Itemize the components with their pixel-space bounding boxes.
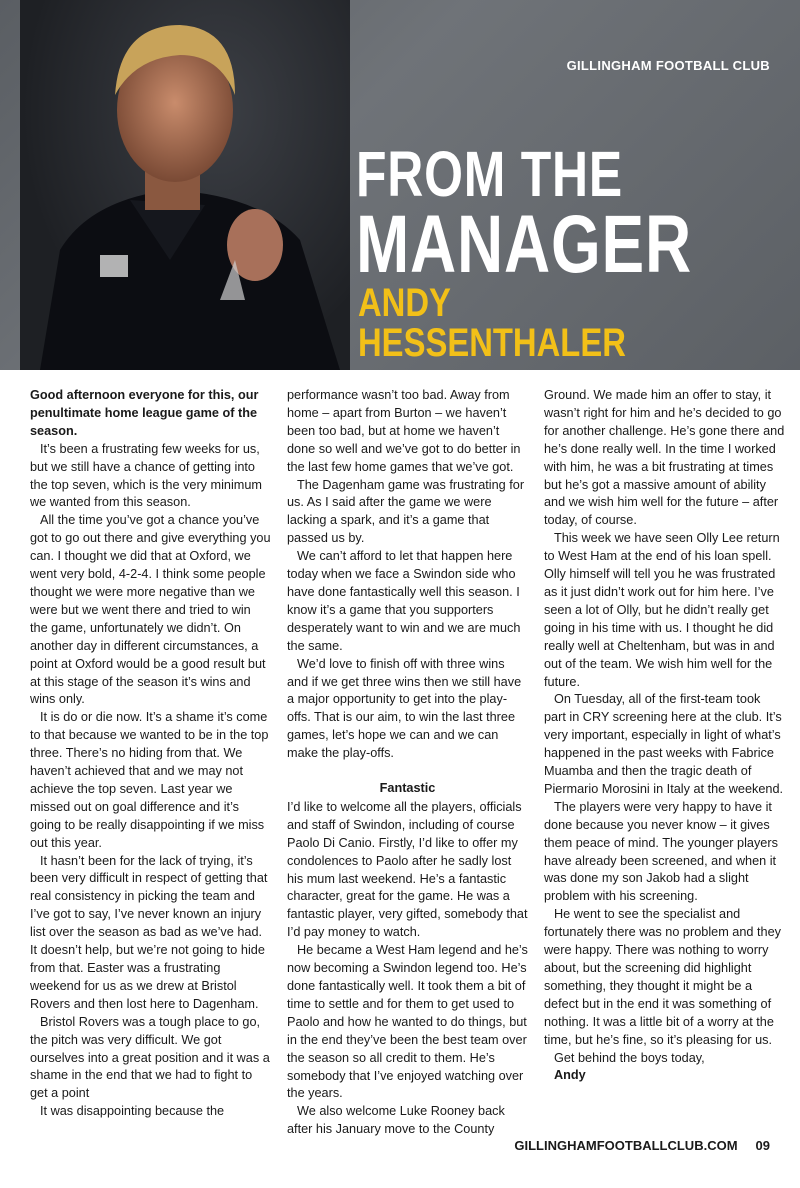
paragraph: Bristol Rovers was a tough place to go, the pitch was very difficult. We got ourselves into a great position and it was a shame in the end that we had to fight to get a point [30,1014,270,1101]
column-3 [544,387,785,1139]
manager-photo [20,0,350,370]
paragraph: performance wasn’t too bad. Away from home – apart from Burton – we haven’t been too bad, but at home we haven’t done so well and we’ve got to do better in the last few home games that we’ve got. [287,388,521,474]
title-line-1: FROM THE [356,138,623,210]
footer [514,1138,770,1153]
paragraph: We also welcome Luke Rooney back after his January move to the County [287,1104,505,1137]
website-url: GILLINGHAMFOOTBALLCLUB.COM [514,1138,738,1153]
paragraph: It was disappointing because the [40,1104,225,1119]
paragraph: It hasn’t been for the lack of trying, it’s been very difficult in respect of getting that real consistency in picking the team and I’ve got to say, I’ve never known an injury list over the season as bad as we’ve had. It doesn’t help, but we’re not going to hide from that. Easter was a frustrating weekend for us as we drew at Bristol Rovers and then lost here to Dagenham. [30,853,268,1011]
paragraph: The Dagenham game was frustrating for us. As I said after the game we were lacking a spark, and it’s a game that passed us by. [287,477,525,546]
paragraph: He became a West Ham legend and he’s now becoming a Swindon legend too. He’s done fantastically well. It took them a bit of time to settle and for them to get used to Paolo and how he wanted to do things, but in the end they’ve been the best team over the season so all credit to them. He’s somebody that I’ve enjoyed watching over the years. [287,943,528,1101]
paragraph: I’d like to welcome all the players, officials and staff of Swindon, including of course Paolo Di Canio. Firstly, I’d like to offer my condolences to Paolo after he sadly lost his mum last weekend. He’s a fantastic character, great for the game. He was a fantastic player, very gifted, somebody that I’d pay money to watch. [287,799,528,940]
paragraph: This week we have seen Olly Lee return to West Ham at the end of his loan spell. Olly himself will tell you he was frustrated as it just didn’t work out for him here. I’ve seen a lot of Olly, but he didn’t really get going in his time with us. I thought he did really well at Cheltenham, but was in and out of the team. We wish him well for the future. [544,531,780,689]
manager-silhouette-icon [20,0,350,370]
subheading: Fantastic [379,781,436,796]
paragraph: It is do or die now. It’s a shame it’s come to that because we wanted to be in the top three. There’s no hiding from that. We haven’t achieved that and we may not achieve the top seven. Last year we missed out on goal difference and it’s going to be really disappointing if we miss out this year. [30,710,269,850]
article-body [30,387,785,1139]
title-line-2: MANAGER [356,199,692,290]
page-number: 09 [755,1138,770,1153]
paragraph: Ground. We made him an offer to stay, it wasn’t right for him and he’s decided to go for another challenge. He’s gone there and he’s done really well. In the time I worked with him, he was a bit frustrating at times but he’s got a massive amount of ability and we wish him well for the future – after today, of course. [544,388,785,528]
paragraph: On Tuesday, all of the first-team took part in CRY screening here at the club. It’s very important, especially in light of what’s happened in the past weeks with Fabrice Muamba and then the tragic death of Piermario Morosini in Italy at the weekend. [544,692,784,796]
column-2 [287,387,528,1139]
paragraph: The players were very happy to have it done because you never know – it gives them peace of mind. The younger players have already been screened, and when it was done my son Jakob had a slight problem with his screening. [544,799,778,904]
paragraph: We’d love to finish off with three wins and if we get three wins then we still have a major opportunity to get into the play-offs. That is our aim, to win the last three games, let’s hope we can and we can make the play-offs. [287,656,522,761]
manager-name: ANDY HESSENTHALER [358,281,626,365]
signoff: Get behind the boys today, [554,1050,705,1065]
lead-paragraph: Good afternoon everyone for this, our penultimate home league game of the season. [30,388,259,438]
column-1 [30,387,271,1139]
paragraph: He went to see the specialist and fortunately there was no problem and they were happy. There was nothing to worry about, but the screening did highlight something, they thought it might be a defect but in the end it was something of nothing. It was a little bit of a worry at the time, but he’s fine, so it’s pleasing for us. [544,907,781,1047]
paragraph: We can’t afford to let that happen here today when we face a Swindon side who have done fantastically well this season. I know it’s a game that you supporters desperately want to win and we are much the same. [287,549,521,653]
club-name-header: GILLINGHAM FOOTBALL CLUB [566,58,770,73]
signature: Andy [554,1068,586,1083]
header-banner [0,0,800,370]
paragraph: It’s been a frustrating few weeks for us, but we still have a chance of getting into the top seven, which is the very minimum we wanted from this season. [30,441,262,510]
paragraph: All the time you’ve got a chance you’ve got to go out there and give everything you can. I thought we did that at Oxford, we went very bold, 4-2-4. I think some people thought we were more negative than we were but we went there and tried to win the game, unfortunately we didn’t. On another day in different circumstances, a point at Oxford would be a good result but at this stage of the season it’s wins and wins only. [30,513,271,707]
